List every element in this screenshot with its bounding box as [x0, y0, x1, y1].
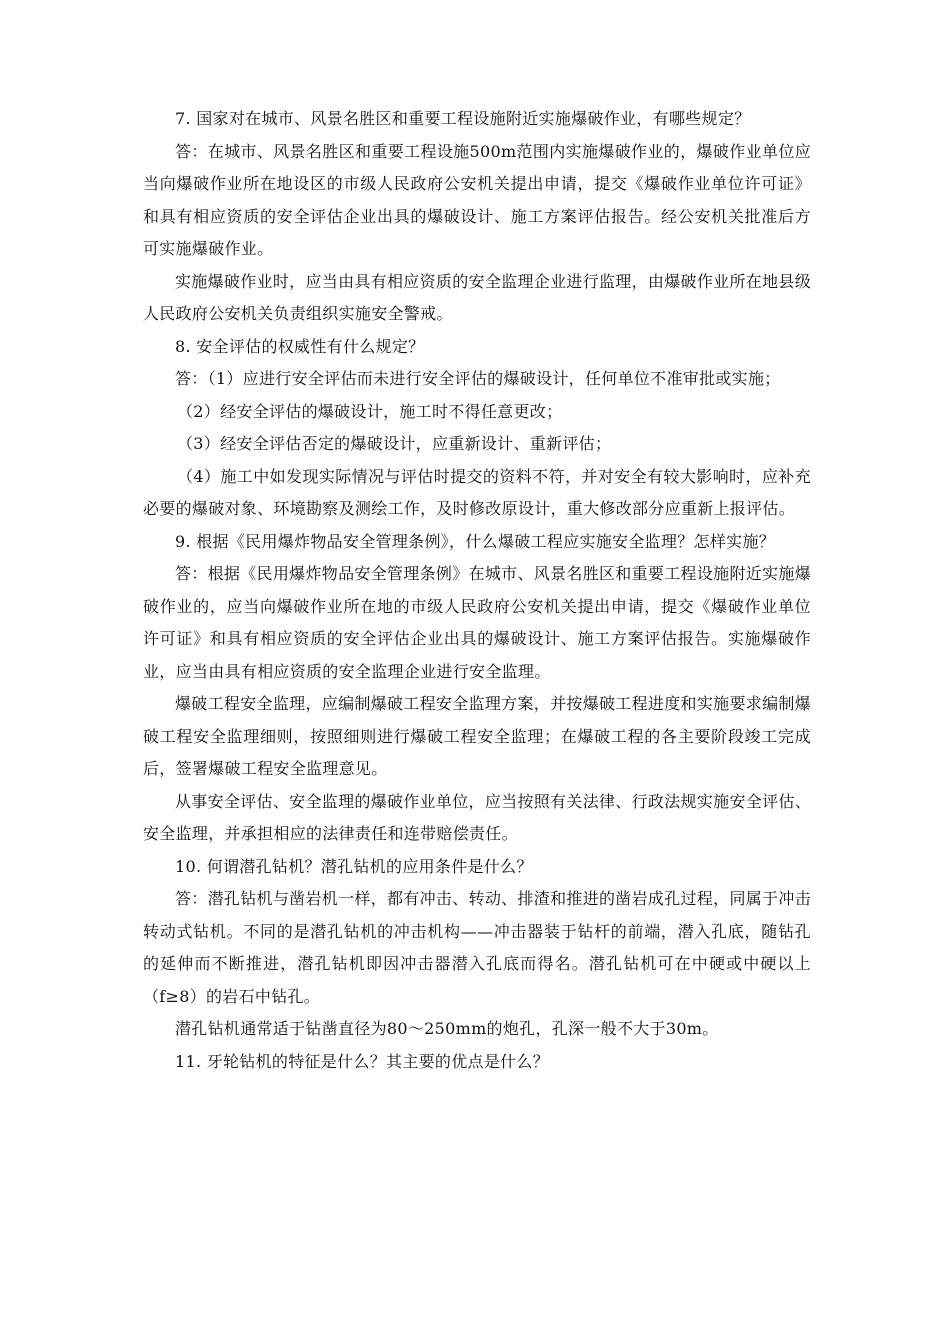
answer-8-item-3: （3）经安全评估否定的爆破设计，应重新设计、重新评估；	[177, 434, 612, 453]
question-10: 10. 何谓潜孔钻机？潜孔钻机的应用条件是什么？	[175, 856, 533, 876]
answer-9-continued-1: 爆破工程安全监理，应编制爆破工程安全监理方案，并按爆破工程进度和实施要求编制爆破工程安全监理细则，按照细则进行爆破工程安全监理；在爆破工程的各主要阶段竣工完成后，签署爆破工程安全监理意见。	[143, 694, 811, 778]
question-7: 7. 国家对在城市、风景名胜区和重要工程设施附近实施爆破作业，有哪些规定？	[175, 109, 751, 128]
question-11: 11. 牙轮钻机的特征是什么？其主要的优点是什么？	[175, 1051, 550, 1071]
answer-10: 答：潜孔钻机与凿岩机一样，都有冲击、转动、排渣和推进的凿岩成孔过程，同属于冲击转动式钻机。不同的是潜孔钻机的冲击机构——冲击器装于钻杆的前端，潜入孔底，随钻孔的延伸而不断推进，潜孔钻机即因冲击器潜入孔底而得名。潜孔钻机可在中硬或中硬以上（f≥8）的岩石中钻孔。	[143, 889, 811, 1006]
answer-10-continued: 潜孔钻机通常适于钻凿直径为80～250mm的炮孔，孔深一般不大于30m。	[175, 1019, 719, 1038]
answer-8-item-4: （4）施工中如发现实际情况与评估时提交的资料不符，并对安全有较大影响时，应补充必要的爆破对象、环境勘察及测绘工作，及时修改原设计，重大修改部分应重新上报评估。	[143, 466, 811, 518]
answer-8-item-2: （2）经安全评估的爆破设计，施工时不得任意更改；	[177, 401, 563, 421]
question-9: 9. 根据《民用爆炸物品安全管理条例》，什么爆破工程应实施安全监理？怎样实施？	[175, 531, 776, 551]
document-body	[143, 103, 811, 1078]
answer-9: 答：根据《民用爆炸物品安全管理条例》在城市、风景名胜区和重要工程设施附近实施爆破作业的，应当向爆破作业所在地的市级人民政府公安机关提出申请，提交《爆破作业单位许可证》和具有相应资质的安全评估企业出具的爆破设计、施工方案评估报告。实施爆破作业，应当由具有相应资质的安全监理企业进行安全监理。	[143, 564, 811, 681]
answer-9-continued-2: 从事安全评估、安全监理的爆破作业单位，应当按照有关法律、行政法规实施安全评估、安全监理，并承担相应的法律责任和连带赔偿责任。	[143, 791, 811, 843]
answer-8-item-1: 答：（1）应进行安全评估而未进行安全评估的爆破设计，任何单位不准审批或实施；	[175, 369, 781, 388]
question-8: 8. 安全评估的权威性有什么规定？	[175, 336, 425, 356]
answer-7-continued: 实施爆破作业时，应当由具有相应资质的安全监理企业进行监理，由爆破作业所在地县级人民政府公安机关负责组织实施安全警戒。	[143, 271, 811, 323]
answer-7: 答：在城市、风景名胜区和重要工程设施500m范围内实施爆破作业的，爆破作业单位应当向爆破作业所在地设区的市级人民政府公安机关提出申请，提交《爆破作业单位许可证》和具有相应资质的安全评估企业出具的爆破设计、施工方案评估报告。经公安机关批准后方可实施爆破作业。	[143, 141, 811, 258]
